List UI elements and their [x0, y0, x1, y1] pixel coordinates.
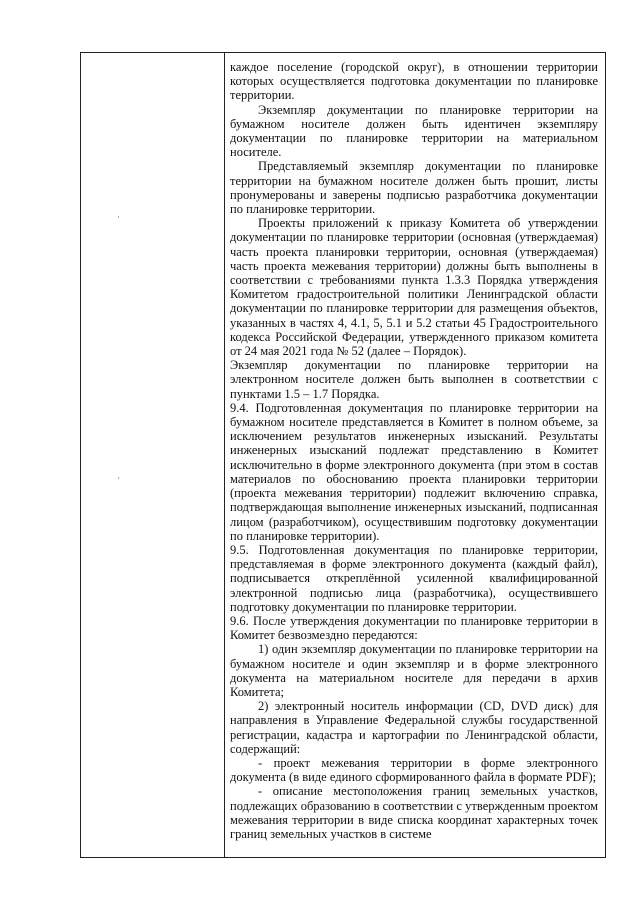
- paragraph: 9.4. Подготовленная документация по планировке территории на бумажном носителе представляется в Комитет в полном объеме, за исключением результатов инженерных изысканий. Результаты инженерных изысканий подлежат представлению в Комитет исключительно в форме электронного документа (при этом в состав материалов по обоснованию проекта планировки территории (проекта межевания территории) подлежит включению справка, подтверждающая выполнение инженерных изысканий, подписанная лицом (разработчиком), осуществившим подготовку документации по планировке территории).: [230, 400, 598, 543]
- scan-mark: ·: [117, 473, 120, 483]
- scan-mark: ·: [117, 212, 120, 222]
- paragraph: Представляемый экземпляр документации по планировке территории на бумажном носителе должен быть прошит, листы пронумерованы и заверены подписью разработчика документации по планировке территории.: [230, 159, 598, 217]
- document-table: [80, 52, 606, 858]
- paragraph: - проект межевания территории в форме электронного документа (в виде единого сформированного файла в формате PDF);: [230, 755, 598, 785]
- paragraph: Экземпляр документации по планировке территории на электронном носителе должен быть выполнен в соответствии с пунктами 1.5 – 1.7 Порядка.: [230, 358, 598, 401]
- paragraph: - описание местоположения границ земельных участков, подлежащих образованию в соответствии с утвержденным проектом межевания территории в виде списка координат характерных точек границ земельных участков в системе: [230, 784, 598, 841]
- column-divider: [224, 53, 225, 857]
- left-column: [81, 53, 224, 857]
- paragraph: 1) один экземпляр документации по планировке территории на бумажном носителе и один экземпляр и в форме электронного документа на материальном носителе для передачи в архив Комитета;: [230, 642, 598, 699]
- paragraph: 9.5. Подготовленная документация по планировке территории, представляемая в форме электронного документа (каждый файл), подписывается откреплённой усиленной квалифицированной электронной подписью лица (разработчика), осуществившего подготовку документации по планировке территории.: [230, 542, 598, 614]
- paragraph: Экземпляр документации по планировке территории на бумажном носителе должен быть идентичен экземпляру документации по планировке территории на материальном носителе.: [230, 102, 598, 160]
- paragraph: Проекты приложений к приказу Комитета об утверждении документации по планировке территории (основная (утверждаемая) часть проекта планировки территории, основная (утверждаемая) часть проекта межевания территории) должны быть выполнены в соответствии с требованиями пункта 1.3.3 Порядка утверждения Комитетом градостроительной политики Ленинградской области документации по планировке территории для размещения объектов, указанных в частях 4, 4.1, 5, 5.1 и 5.2 статьи 45 Градостроительного кодекса Российской Федерации, утвержденного приказом комитета от 24 мая 2021 года № 52 (далее – Порядок).: [230, 216, 598, 359]
- paragraph: 2) электронный носитель информации (CD, DVD диск) для направления в Управление Федеральной службы государственной регистрации, кадастра и картографии по Ленинградской области, содержащий:: [230, 699, 598, 756]
- paragraph: каждое поселение (городской округ), в отношении территории которых осуществляется подготовка документации по планировке территории.: [230, 60, 598, 103]
- paragraph: 9.6. После утверждения документации по планировке территории в Комитет безвозмездно передаются:: [230, 613, 598, 643]
- right-column-text: [230, 60, 598, 841]
